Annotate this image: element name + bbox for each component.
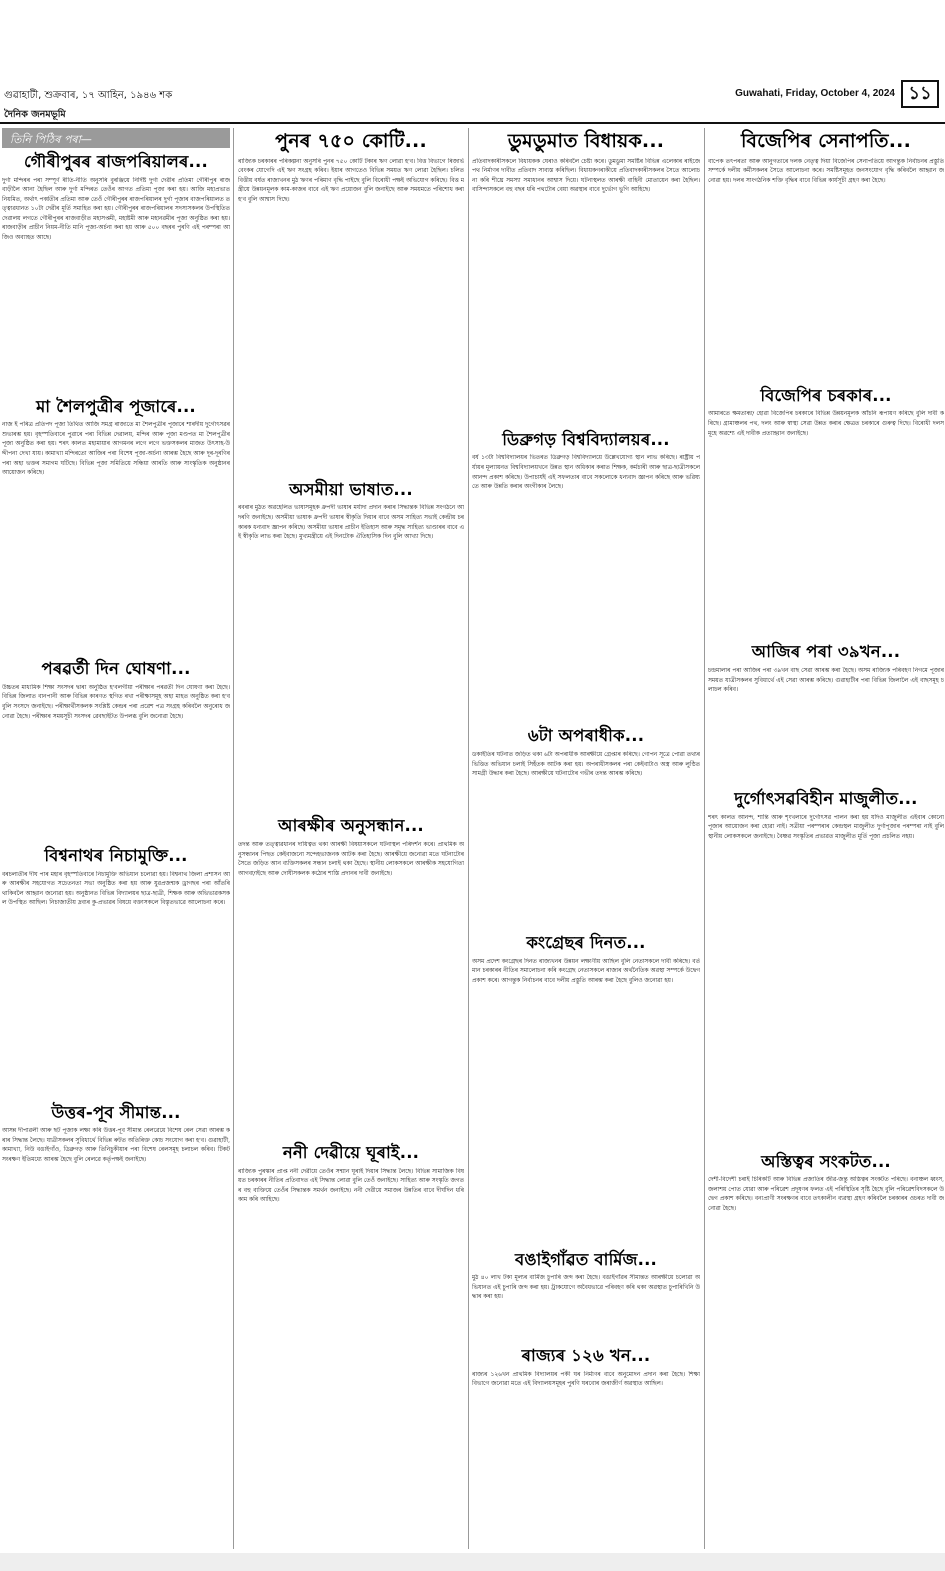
article-headline: ৰাজ্যৰ ১২৬ খন... [521,1346,651,1366]
article-body: আসন্ন দীপাৱলী আৰু ছট পূজাক লক্ষ্য কৰি উত্তৰ-পূব সীমান্ত ৰেলৱেয়ে বিশেষ ৰেল সেৱা আৰম্ভ কৰাৰ সিদ্ধান্ত লৈছে। যাত্ৰীসকলৰ সুবিধাৰ্থে বিভিন্ন ৰুটত অতিৰিক্ত কোচ সংযোগ কৰা হ'ব। গুৱাহাটী, কামাখ্যা, নিউ বঙাইগাঁও, ডিব্ৰুগড় আৰু তিনিচুকীয়াৰ পৰা বিশেষ ৰেলসমূহ চলাচল কৰিব। টিকট সংৰক্ষণ ইতিমধ্যে আৰম্ভ হৈছে বুলি ৰেলৱে কৰ্তৃপক্ষই জনাইছে। [2,1128,230,1163]
article-headline: বিশ্বনাথৰ নিচামুক্তি... [44,845,188,865]
article-headline: আজিৰ পৰা ৩৯খন... [751,642,901,662]
article [472,430,700,725]
page-number: ১১ [901,80,939,108]
article-body: প্ৰতিবাদকাৰীসকলে বিধায়কক ঘেৰাও কৰিবলৈ চেষ্টা কৰে। ডুমডুমা সমষ্টিৰ বিভিন্ন এলেকাৰ ৰাইজে পথ নিৰ্মাণৰ দাবীত প্ৰতিবাদ সাব্যস্ত কৰিছিল। বিধায়কগৰাকীয়ে প্ৰতিবাদকাৰীসকলৰ সৈতে আলোচনা কৰি শীঘ্ৰে সমস্যা সমাধানৰ আশ্বাস দিয়ে। ঘটনাস্থলত আৰক্ষী বাহিনী মোতায়েন কৰা হৈছিল। বাসিন্দাসকলে বহু বছৰ ধৰি পথটোৰ বেয়া অৱস্থাৰ বাবে দুৰ্ভোগ ভুগি আহিছে। [472,158,700,194]
article [2,397,230,658]
date-right: Guwahati, Friday, October 4, 2024 [735,88,895,99]
article-headline: ডুমডুমাত বিধায়ক... [507,130,665,152]
column-divider [468,128,469,1549]
masthead-bar [0,78,945,112]
article-body: দুৰ্গা মন্দিৰৰ পৰা সম্পূৰ্ণ ৰীতি-নীতি অনুসৰি বুৰঞ্জিয়ে নিৰ্দিষ্ট দুৰ্গা দেৱীৰ প্ৰতিমা গৌৰীপুৰ ৰাজবাড়ীলৈ আনা হৈছিল আৰু দুৰ্গা মন্দিৰত তেওঁৰ আগত প্ৰতিমা পূজা কৰা হয়। আজি মহাপ্ৰভাত নিয়মিত, অৰ্থাৎ পৰ্ব্বতীৰ প্ৰতিমা আৰু তেওঁ গৌৰীপুৰৰ ৰাজপৰিয়ালৰ দুৰ্গা পূজাৰ বাজপৰিয়ালত তত্ত্বাৱধানত ১০টা দেৱীৰ মূৰ্তি সমাহিত কৰা হয়। গৌৰীপুৰৰ ৰাজপৰিয়ালৰ সদস্যসকলৰ উপস্থিতিত দেৱালয় লগতে গৌৰীপুৰৰ ৰাজবাড়ীত মহাসপ্তমী, মহাষ্টমী আৰু মহানৱমীৰ পূজা অনুষ্ঠিত কৰা হয়। ৰাজবাড়ীৰ প্ৰাচীন নিয়ম-নীতি মানি পূজা-অৰ্চনা কৰা হয় আৰু ৫০০ বছৰৰ পুৰণি এই পৰম্পৰা আজিও অব্যাহত আছে। [2,177,230,241]
article [472,726,700,931]
article-body: তদন্ত আৰু তত্ত্বাৱধানৰ দায়িত্বত থকা আৰক্ষী বিষয়াসকলে ঘটনাস্থল পৰিদৰ্শন কৰে। প্ৰাথমিক অনুসন্ধানৰ পিছত কেইবাজনো সন্দেহভাজনক আটক কৰা হৈছে। আৰক্ষীয়ে জনোৱা মতে ঘটনাটোৰ সৈতে জড়িত আন ব্যক্তিসকলৰ সন্ধান চলাই থকা হৈছে। স্থানীয় লোকসকলে আৰক্ষীক সহযোগিতা আগবঢ়াইছে আৰু দোষীসকলক কঠোৰ শাস্তি প্ৰদানৰ দাবী জনাইছে। [238,842,464,877]
article-body: উচ্চতৰ মাধ্যমিক শিক্ষা সংসদৰ দ্বাৰা অনুষ্ঠিত হ'বলগীয়া পৰীক্ষাৰ পৰৱৰ্তী দিন ঘোষণা কৰা হৈছে। বিভিন্ন জিলাত বানপানী আৰু বিভিন্ন কাৰণত স্থগিত ৰখা পৰীক্ষাসমূহ অহা মাহত অনুষ্ঠিত কৰা হ'ব বুলি সংসদে জনাইছে। পৰীক্ষাৰ্থীসকলক সংশ্লিষ্ট কেন্দ্ৰৰ পৰা প্ৰৱেশ পত্ৰ সংগ্ৰহ কৰিবলৈ অনুৰোধ জনোৱা হৈছে। পৰীক্ষাৰ সময়সূচী সংসদৰ ৱেবছাইটত উপলব্ধ বুলি জনোৱা হৈছে। [2,684,230,720]
column-4 [708,128,944,1476]
article [708,386,944,641]
section-label: দৈনিক জনমভূমি [4,109,66,120]
article-body: ৰাজ্যৰ ১২৬খন প্ৰাথমিক বিদ্যালয়ৰ পকী ঘৰ নিৰ্মাণৰ বাবে অনুমোদন প্ৰদান কৰা হৈছে। শিক্ষা বিভাগে জনোৱা মতে এই বিদ্যালয়সমূহৰ পুৰণি ঘৰবোৰ জৰাজীৰ্ণ অৱস্থাত আছিল। [472,1371,700,1388]
article [708,130,944,384]
column-1 [2,128,230,1327]
column-divider [233,128,234,1549]
article-headline: গৌৰীপুৰৰ ৰাজপৰিয়ালৰ... [24,152,208,171]
date-left: গুৱাহাটী, শুক্ৰবাৰ, ১৭ আহিন, ১৯৪৬ শক [4,90,173,101]
article [2,1103,230,1328]
article [2,846,230,1101]
column-divider [704,128,705,1549]
article-headline: মা শৈলপুত্ৰীৰ পূজাৰে... [36,396,196,416]
article [472,933,700,1248]
article-body: অসম প্ৰদেশ কংগ্ৰেছৰ দিনত ৰাজ্যখনৰ উন্নয়ন লক্ষ্যণীয় আছিল বুলি নেতাসকলে দাবী কৰিছে। বৰ্তমান চৰকাৰৰ নীতিৰ সমালোচনা কৰি কংগ্ৰেছ নেতাসকলে ৰাজ্যৰ অৰ্থনৈতিক অৱস্থা সম্পৰ্কে উদ্বেগ প্ৰকাশ কৰে। আগন্তুক নিৰ্বাচনৰ বাবে দলীয় প্ৰস্তুতি আৰম্ভ কৰা হৈছে বুলিও জনোৱা হয়। [472,958,700,984]
article-body: নাজ ই পৰিত্ৰ প্ৰতিপদ পূজা তিথিত আজি সমগ্ৰ ৰাজ্যতে মা শৈলপুত্ৰীৰ পূজাৰে শাৰদীয় দুৰ্গোৎসৱৰ শুভাৰম্ভ হয়। বৃহস্পতিবাৰে পুৱাৰে পৰা বিভিন্ন দেৱালয়, মন্দিৰ আৰু পূজা মণ্ডপত মা শৈলপুত্ৰীৰ পূজা অনুষ্ঠিত কৰা হয়। শৰৎ কালত মহামায়াৰ আগমনৰ লগে লগে ভক্তসকলৰ মাজত উৎসাহ-উদ্দীপনা দেখা যায়। কামাখ্যা মন্দিৰতো আজিৰ পৰা বিশেষ পূজা-অৰ্চনা আৰম্ভ হৈছে আৰু দূৰ-দূৰণিৰ পৰা অহা ভক্তৰ সমাগম ঘটিছে। বিভিন্ন পূজা সমিতিয়ে সন্ধিয়া আৰতি আৰু সাংস্কৃতিক অনুষ্ঠানৰ আয়োজন কৰিছে। [2,422,230,477]
article-headline: উত্তৰ-পূব সীমান্ত... [51,1102,181,1122]
article-headline: অসমীয়া ভাষাত... [289,479,413,499]
article-body: চন্দ্ৰমালাৰ পৰা আজিৰ পৰা ৩৯খন বাছ সেৱা আৰম্ভ কৰা হৈছে। অসম ৰাজ্যিক পৰিবহণ নিগমে পূজাৰ সময়ত যাত্ৰীসকলৰ সুবিধাৰ্থে এই সেৱা আৰম্ভ কৰিছে। গুৱাহাটীৰ পৰা বিভিন্ন জিলালৈ এই বাছসমূহ চলাচল কৰিব। [708,668,944,694]
bottom-strip [0,1553,945,1571]
article-headline: অস্তিত্বৰ সংকটত... [761,1151,891,1171]
article-body: বৰ্ষ ১৩টা বিশ্ববিদ্যালয়ৰ ভিতৰত ডিব্ৰুগড় বিশ্ববিদ্যালয়ে উল্লেখযোগ্য স্থান লাভ কৰিছে। ৰাষ্ট্ৰীয় পৰ্যায়ৰ মূল্যায়নত বিশ্ববিদ্যালয়খনে উন্নত স্থান অধিকাৰ কৰাত শিক্ষক, কৰ্মচাৰী আৰু ছাত্ৰ-ছাত্ৰীসকলে আনন্দ প্ৰকাশ কৰিছে। উপাচাৰ্যই এই সফলতাৰ বাবে সকলোকে ধন্যবাদ জ্ঞাপন কৰিছে আৰু ভৱিষ্যতে আৰু উন্নতি কৰাৰ অংগীকাৰ লৈছে। [472,455,700,491]
article-body: শৰৎ কালত আনন্দ, শান্তি আৰু শৃংখলাৰে দুৰ্গোৎসৱ পালন কৰা হয় যদিও মাজুলীত এইবাৰ কোনো পূজাৰ আয়োজন কৰা হোৱা নাই। সত্ৰীয়া পৰম্পৰাৰ কেন্দ্ৰস্থল মাজুলীত দুৰ্গাপূজাৰ পৰম্পৰা নাই বুলি স্থানীয় লোকসকলে জনাইছে। বৈষ্ণৱ সংস্কৃতিৰ প্ৰভাৱত মাজুলীত মূৰ্তি পূজা প্ৰচলিত নহয়। [708,814,944,840]
article-body: ৰাজ্যিক চৰকাৰৰ পৰিকল্পনা অনুসৰি পুনৰ ৭৫০ কোটি টকাৰ ঋণ লোৱা হ'ব। বিত্ত বিভাগে ৰিজাৰ্ভ বেংকৰ যোগেদি এই ঋণ সংগ্ৰহ কৰিব। ইয়াৰ আগতেও বিভিন্ন সময়ত ঋণ লোৱা হৈছিল। চলিত বিত্তীয় বৰ্ষত ৰাজ্যখনৰ মুঠ ঋণৰ পৰিমাণ বৃদ্ধি পাইছে বুলি বিৰোধী পক্ষই অভিযোগ কৰিছে। বিত্ত মন্ত্ৰীয়ে উন্নয়নমূলক কাম-কাজৰ বাবে এই ঋণ প্ৰয়োজন বুলি জনাইছে আৰু সময়মতে পৰিশোধ কৰা হ'ব বুলি আশ্বাস দিছে। [238,158,464,203]
article [238,480,464,815]
article-body: ৰবৰাৰ মুঠত অৱহেলিত ভাষাসমূহক ধ্ৰুপদী ভাষাৰ মৰ্যাদা প্ৰদান কৰাৰ সিদ্ধান্তক বিভিন্ন সংগঠনে আদৰণি জনাইছে। অসমীয়া ভাষাক ধ্ৰুপদী ভাষাৰ স্বীকৃতি দিয়াৰ বাবে অসম সাহিত্য সভাই কেন্দ্ৰীয় চৰকাৰক ধন্যবাদ জ্ঞাপন কৰিছে। অসমীয়া ভাষাৰ প্ৰাচীন ইতিহাস আৰু সমৃদ্ধ সাহিত্য ভাণ্ডাৰৰ বাবে এই স্বীকৃতি লাভ কৰা হৈছে। মুখ্যমন্ত্ৰীয়ে এই দিনটোক ঐতিহাসিক দিন বুলি আখ্যা দিছে। [238,505,464,541]
continuation-kicker: তিনি পিঠিৰ পৰা— [2,128,230,148]
article-headline: ডিব্ৰুগড় বিশ্ববিদ্যালয়ৰ... [502,429,670,449]
article-body: মুঠ ৪০ লাখ টকা মূল্যৰ বাৰ্মিজ চুপাৰি জব্দ কৰা হৈছে। বঙাইগাঁৱৰ সীমান্তত আৰক্ষীয়ে চলোৱা অভিযানত এই চুপাৰি জব্দ কৰা হয়। ট্ৰাকযোগে অবৈধভাৱে পৰিবহণ কৰি থকা অৱস্থাত চুপাৰিখিনি উদ্ধাৰ কৰা হয়। [472,1275,700,1301]
top-rule [0,122,945,124]
article [238,816,464,1141]
article-headline: ৬টা অপৰাধীক... [527,726,645,746]
article-headline: আৰক্ষীৰ অনুসন্ধান... [278,816,424,836]
article [472,1346,700,1431]
article [708,642,944,787]
article [2,659,230,844]
article-headline: বিজেপিৰ সেনাপতি... [740,130,912,152]
article [472,130,700,428]
article-headline: বঙাইগাঁৱত বাৰ্মিজ... [514,1249,658,1269]
article-headline: কংগ্ৰেছৰ দিনত... [526,933,646,952]
article-body: ৰাজ্যিক পুৰস্কাৰ প্ৰাপ্ত ননী দেৱীয়ে তেওঁৰ সন্মান ঘূৰাই দিয়াৰ সিদ্ধান্ত লৈছে। বিভিন্ন সামাজিক বিষয়ত চৰকাৰৰ নীতিৰ প্ৰতিবাদত এই সিদ্ধান্ত লোৱা বুলি তেওঁ জনাইছে। সাহিত্য আৰু সংস্কৃতি জগতৰ বহু ব্যক্তিয়ে তেওঁৰ সিদ্ধান্তক সমৰ্থন জনাইছে। ননী দেৱীয়ে সমাজৰ উন্নতিৰ বাবে দীৰ্ঘদিন ধৰি কাম কৰি আহিছে। [238,1168,464,1204]
article [708,789,944,1150]
article-body: ডকাইতিৰ ঘটনাত জড়িত থকা ৬টা অপৰাধীক আৰক্ষীয়ে গ্ৰেপ্তাৰ কৰিছে। গোপন সূত্ৰে পোৱা তথ্যৰ ভিত্তিত অভিযান চলাই সিহঁতক আটক কৰা হয়। অপৰাধীসকলৰ পৰা কেইবাটাও অস্ত্ৰ আৰু লুণ্ঠিত সামগ্ৰী উদ্ধাৰ কৰা হৈছে। আৰক্ষীয়ে ঘটনাটোৰ গভীৰ তদন্ত আৰম্ভ কৰিছে। [472,752,700,778]
article-headline: ননী দেৱীয়ে ঘূৰাই... [282,1143,420,1162]
column-2 [238,128,464,1498]
article-body: দেশী-বিদেশী চৰাই চিৰিকটি আৰু বিভিন্ন প্ৰজাতিৰ জীৱ-জন্তু অস্তিত্বৰ সংকটত পৰিছে। বনাঞ্চল ধ্বংস, জলাশয় পোত যোৱা আৰু পৰিৱেশ প্ৰদূষণৰ ফলত এই পৰিস্থিতিৰ সৃষ্টি হৈছে বুলি পৰিৱেশবিদসকলে উদ্বেগ প্ৰকাশ কৰিছে। বন্যপ্ৰাণী সংৰক্ষণৰ বাবে তৎকালীন ব্যৱস্থা গ্ৰহণ কৰিবলৈ চৰকাৰৰ ওচৰত দাবী জনোৱা হৈছে। [708,1177,944,1212]
article [2,152,230,395]
article-headline: দুৰ্গোৎসৱবিহীন মাজুলীত... [734,789,918,808]
column-3 [472,128,700,1431]
article-headline: বিজেপিৰ চৰকাৰ... [760,385,892,405]
article-headline: পুনৰ ৭৫০ কোটি... [275,130,427,152]
article-body: বাপেক তৎপৰতা আৰু আনুগত্যৰে দলক নেতৃত্ব দিয়া বিজেপিৰ সেনাপতিয়ে আগন্তুক নিৰ্বাচনৰ প্ৰস্তুতি সম্পৰ্কে দলীয় কৰ্মীসকলৰ সৈতে আলোচনা কৰে। সমষ্টিসমূহত জনসংযোগ বৃদ্ধি কৰিবলৈ আহ্বান জনোৱা হয়। দলৰ সাংগঠনিক শক্তি বৃদ্ধিৰ বাবে বিভিন্ন কাৰ্যসূচী গ্ৰহণ কৰা হৈছে। [708,158,944,184]
article-headline: পৰৱৰ্তী দিন ঘোষণা... [41,659,191,679]
article [238,1143,464,1498]
article [238,130,464,478]
article [708,1152,944,1477]
article-body: আমাৰতে ক্ষমতাৰূঢ় হোৱা বিজেপিৰ চৰকাৰে বিভিন্ন উন্নয়নমূলক আঁচনি ৰূপায়ণ কৰিছে বুলি দাবী কৰিছে। গ্ৰামাঞ্চলৰ পথ, দলং আৰু স্বাস্থ্য সেৱা উন্নত কৰাৰ ক্ষেত্ৰত চৰকাৰে গুৰুত্ব দিছে। বিৰোধী দলসমূহে অৱশ্যে এই দাবীক প্ৰত্যাহ্বান জনাইছে। [708,411,944,437]
article-body: বৰচলাৰ্তীৰ দীঘ পাৰ মহাৰ বৃহস্পতিবাৰে নিচামুক্তি অভিযান চলোৱা হয়। বিশ্বনাথ জিলা প্ৰশাসন আৰু আৰক্ষীৰ সহযোগত সচেতনতা সভা অনুষ্ঠিত কৰা হয় আৰু যুৱপ্ৰজন্মক ড্ৰাগছৰ পৰা আঁতৰি থাকিবলৈ আহ্বান জনোৱা হয়। অনুষ্ঠানত বিভিন্ন বিদ্যালয়ৰ ছাত্ৰ-ছাত্ৰী, শিক্ষক আৰু অভিভাৱকসকল উপস্থিত আছিল। নিচাজাতীয় দ্ৰব্যৰ কু-প্ৰভাৱৰ বিষয়ে বক্তাসকলে বিস্তৃতভাৱে আলোচনা কৰে। [2,871,230,907]
article [472,1250,700,1345]
